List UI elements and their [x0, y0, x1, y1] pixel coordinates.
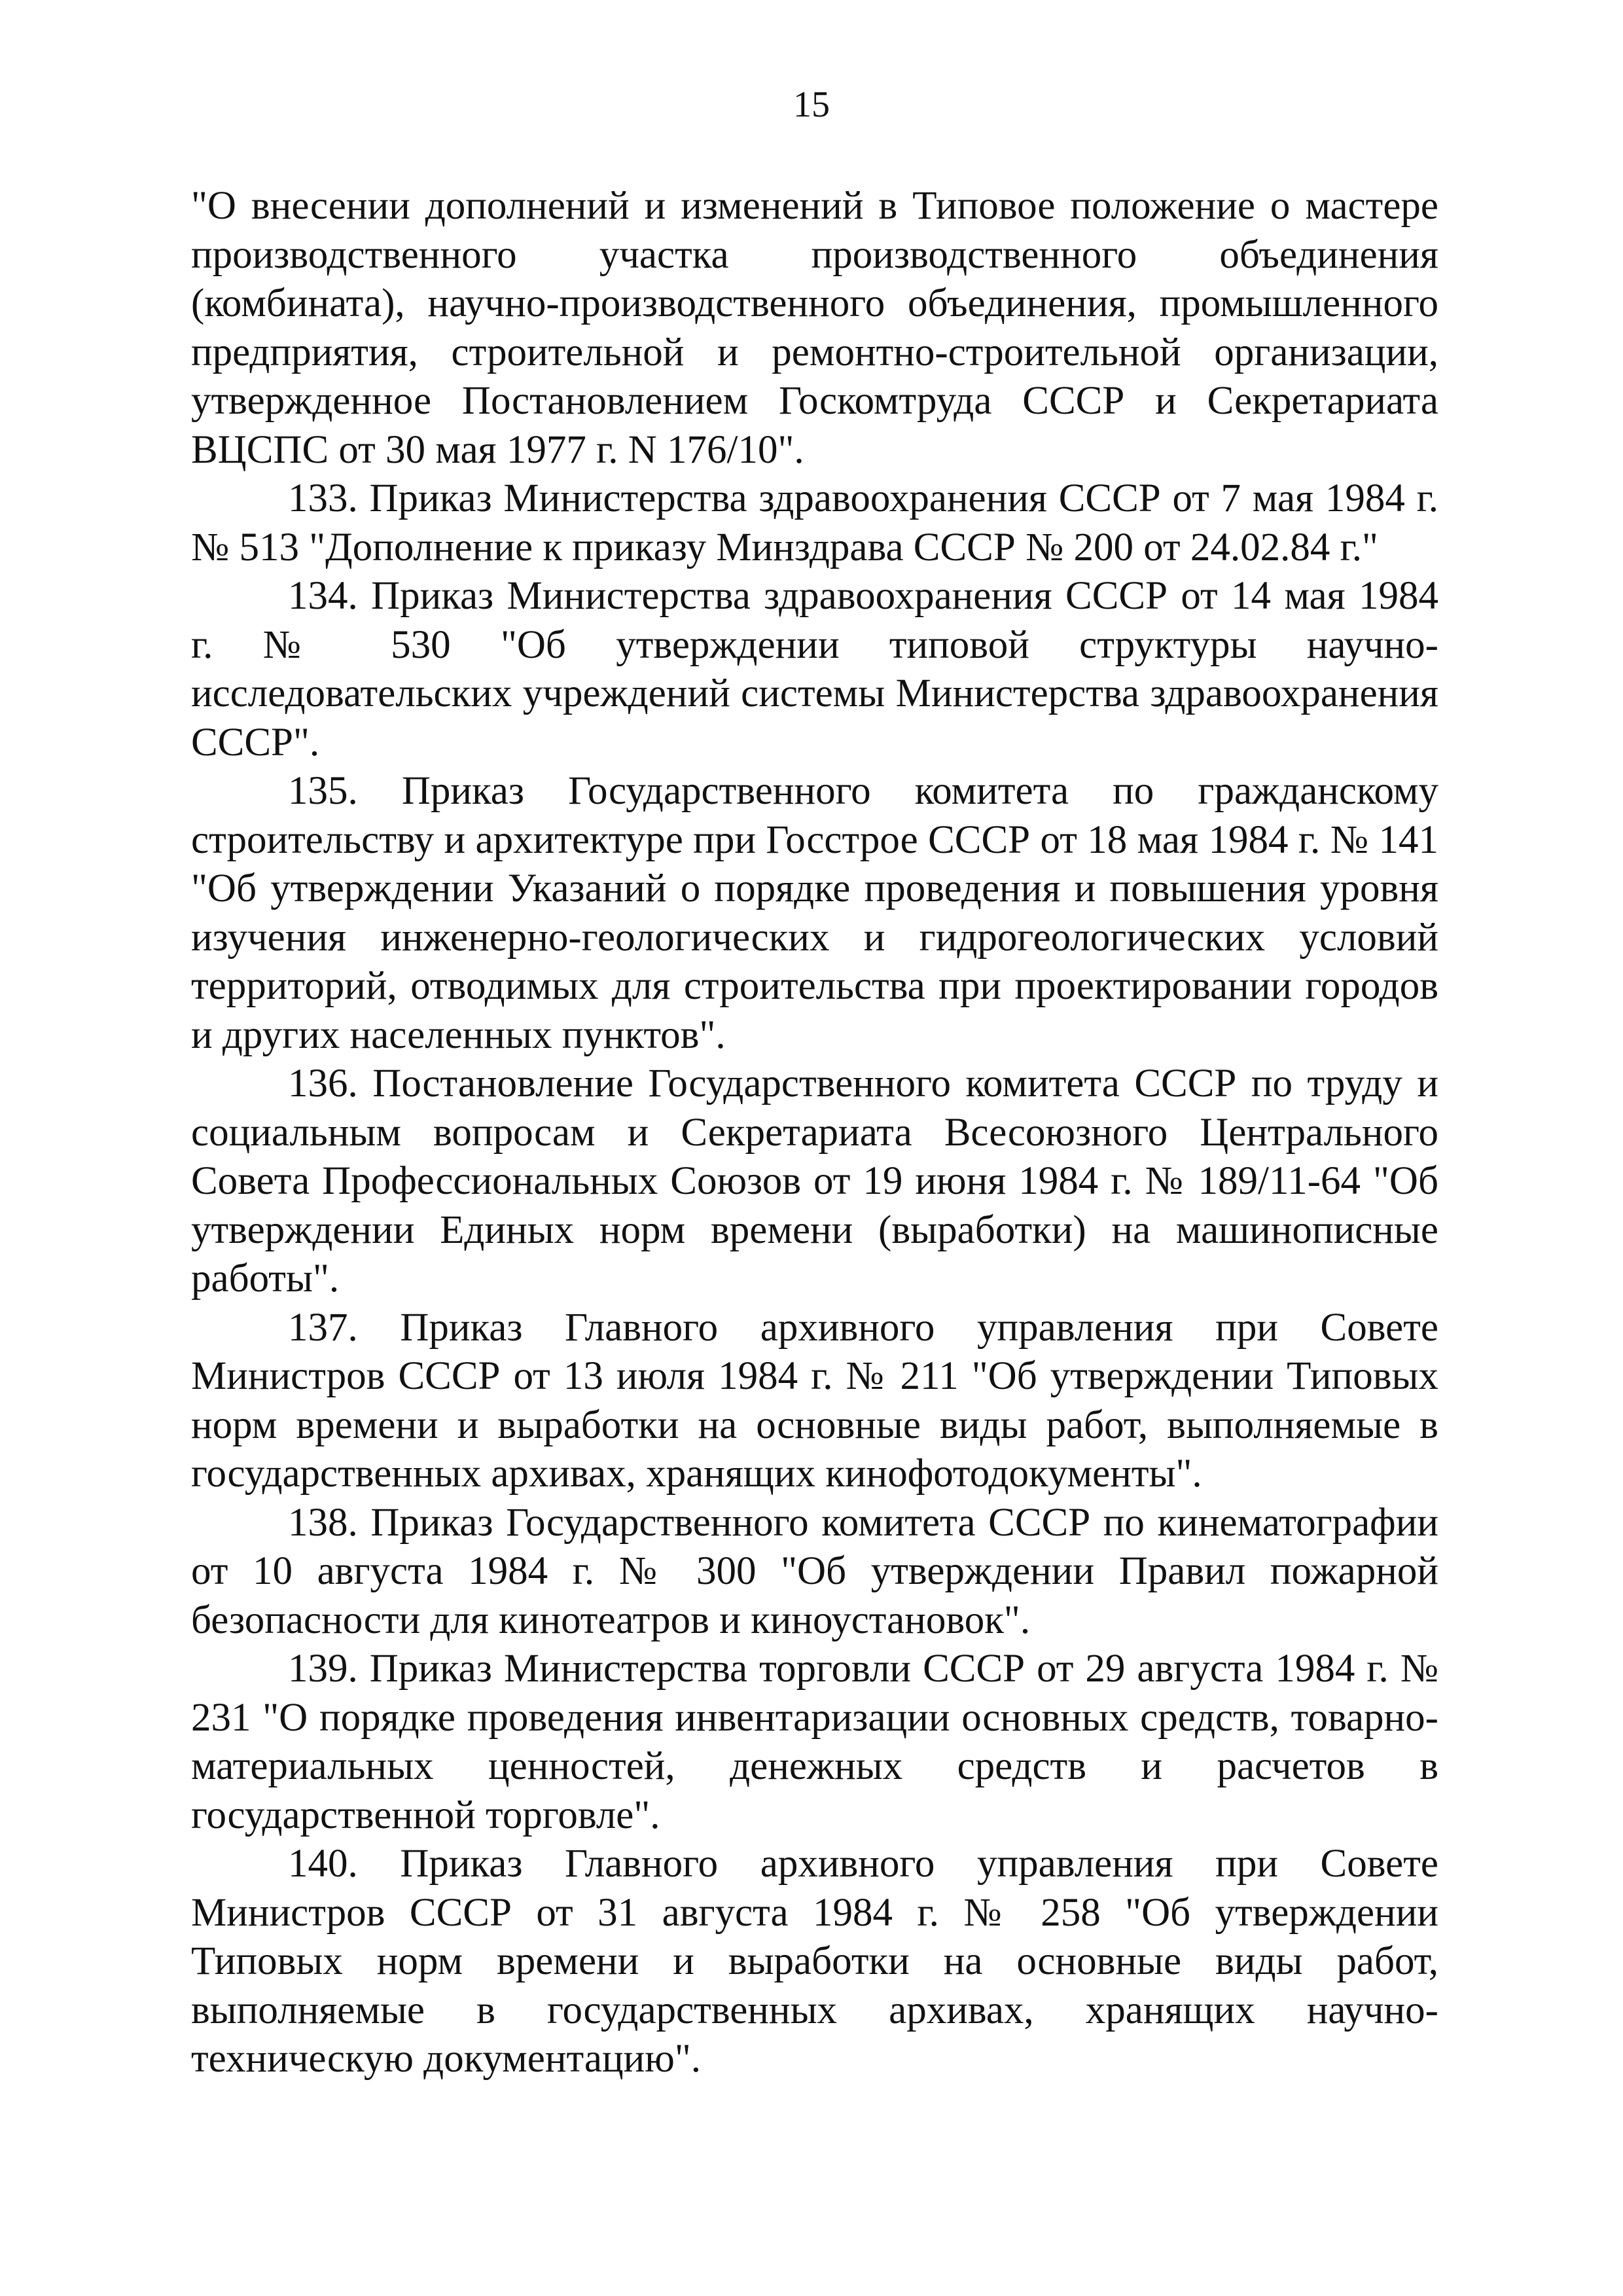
document-body [191, 182, 1438, 2084]
list-item-133: 133. Приказ Министерства здравоохранения СССР от 7 мая 1984 г. № 513 "Дополнение к приказу Минздрава СССР № 200 от 24.02.84 г." [191, 476, 1438, 569]
page-number: 15 [793, 84, 830, 125]
list-item-140: 140. Приказ Главного архивного управления при Совете Министров СССР от 31 августа 1984 г. № 258 "Об утверждении Типовых норм времени и выработки на основные виды работ, выполняемые в государственных архивах, хранящих научно-техническую документацию". [191, 1842, 1438, 2081]
list-item-135: 135. Приказ Государственного комитета по гражданскому строительству и архитектуре при Госстрое СССР от 18 мая 1984 г. № 141 "Об утверждении Указаний о порядке проведения и повышения уровня изучения инженерно-геологических и гидрогеологических условий территорий, отводимых для строительства при проектировании городов и других населенных пунктов". [191, 769, 1438, 1057]
continued-paragraph: "О внесении дополнений и изменений в Типовое положение о мастере производственного участка производственного объединения (комбината), научно-производственного объединения, промышленного предприятия, строительной и ремонтно-строительной организации, утвержденное Постановлением Госкомтруда СССР и Секретариата ВЦСПС от 30 мая 1977 г. N 176/10". [191, 184, 1438, 472]
list-item-137: 137. Приказ Главного архивного управления при Совете Министров СССР от 13 июля 1984 г. № 211 "Об утверждении Типовых норм времени и выработки на основные виды работ, выполняемые в государственных архивах, хранящих кинофотодокументы". [191, 1305, 1438, 1496]
list-item-134: 134. Приказ Министерства здравоохранения СССР от 14 мая 1984 г. № 530 "Об утверждении типовой структуры научно-исследовательских учреждений системы Министерства здравоохранения СССР". [191, 574, 1438, 764]
list-item-138: 138. Приказ Государственного комитета СССР по кинематографии от 10 августа 1984 г. № 300 "Об утверждении Правил пожарной безопасности для кинотеатров и киноустановок". [191, 1500, 1438, 1642]
list-item-139: 139. Приказ Министерства торговли СССР от 29 августа 1984 г. № 231 "О порядке проведения инвентаризации основных средств, товарно-материальных ценностей, денежных средств и расчетов в государственной торговле". [191, 1647, 1438, 1837]
list-item-136: 136. Постановление Государственного комитета СССР по труду и социальным вопросам и Секретариата Всесоюзного Центрального Совета Профессиональных Союзов от 19 июня 1984 г. № 189/11-64 "Об утверждении Единых норм времени (выработки) на машинописные работы". [191, 1062, 1438, 1300]
